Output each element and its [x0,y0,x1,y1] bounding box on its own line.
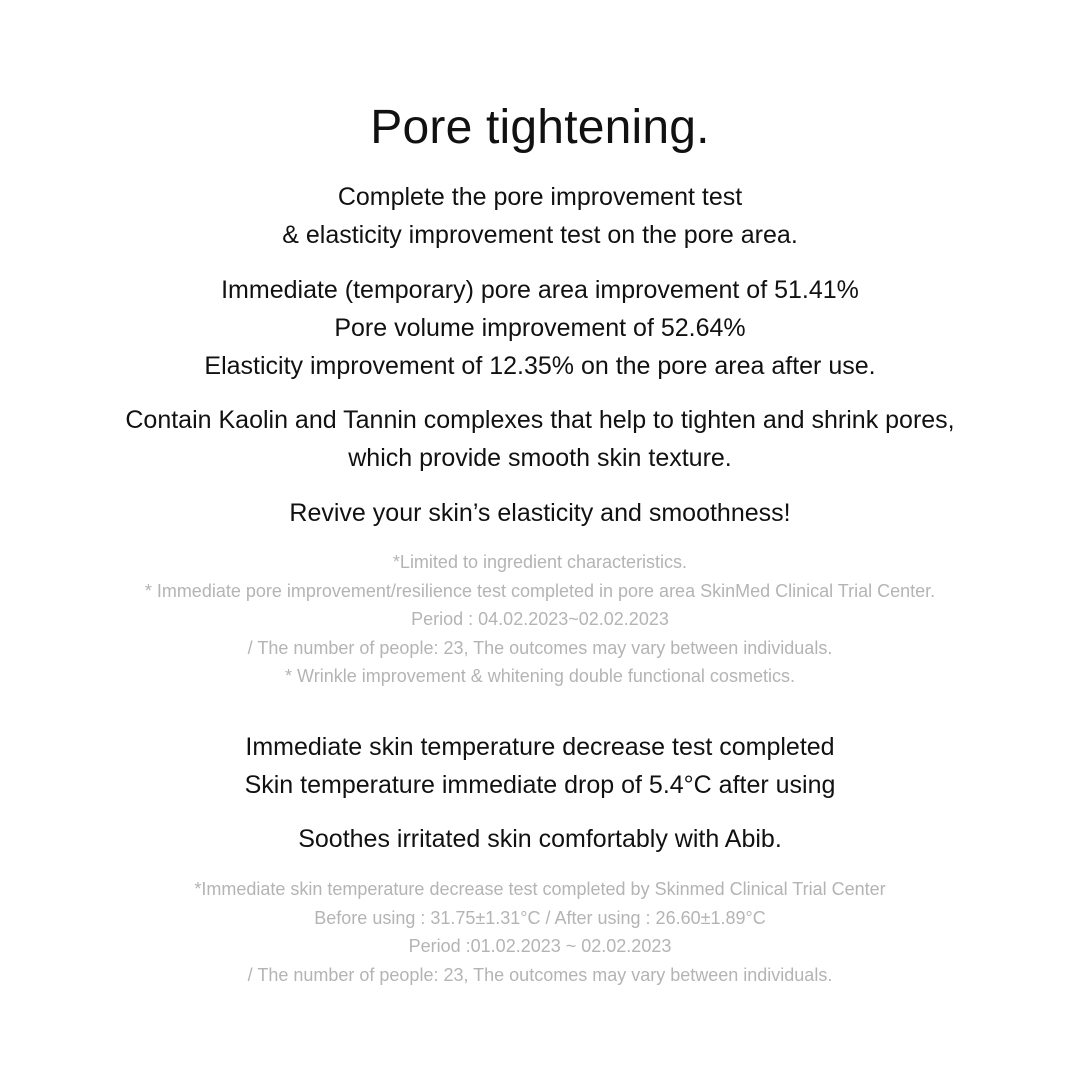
ingredients-line: Contain Kaolin and Tannin complexes that help to tighten and shrink pores, [125,406,955,434]
footnote-line: Before using : 31.75±1.31°C / After using : 26.60±1.89°C [314,907,766,928]
test-intro-line: Complete the pore improvement test [337,183,743,211]
test-intro-paragraph [0,178,1080,254]
footnote-line: / The number of people: 23, The outcomes may vary between individuals. [247,964,833,985]
results-paragraph [0,271,1080,385]
result-line: Immediate (temporary) pore area improvement of 51.41% [221,276,859,304]
temperature-results-paragraph [0,728,1080,804]
footnote-line: *Limited to ingredient characteristics. [392,552,688,572]
test-intro-line: & elasticity improvement test on the pore area. [282,221,798,249]
footnote-pore [0,548,1080,691]
soothing-statement: Soothes irritated skin comfortably with Abib. [298,825,782,853]
footnote-line: Period : 04.02.2023~02.02.2023 [411,609,669,629]
footnote-line: Period :01.02.2023 ~ 02.02.2023 [408,936,672,956]
temperature-line: Immediate skin temperature decrease test completed [245,733,835,761]
ingredients-line: which provide smooth skin texture. [348,444,732,472]
footnote-line: * Immediate pore improvement/resilience test completed in pore area SkinMed Clinical Trial Center. [144,580,936,601]
result-line: Elasticity improvement of 12.35% on the pore area after use. [204,352,876,380]
ingredients-paragraph [0,401,1080,477]
page-title: Pore tightening. [370,101,710,154]
footnote-line: / The number of people: 23, The outcomes may vary between individuals. [247,637,833,658]
tagline: Revive your skin’s elasticity and smoothness! [289,499,791,527]
footnote-temperature [0,875,1080,989]
result-line: Pore volume improvement of 52.64% [334,314,746,342]
footnote-line: * Wrinkle improvement & whitening double functional cosmetics. [285,666,795,686]
temperature-line: Skin temperature immediate drop of 5.4°C after using [244,771,836,799]
footnote-line: *Immediate skin temperature decrease test completed by Skinmed Clinical Trial Center [194,879,886,899]
